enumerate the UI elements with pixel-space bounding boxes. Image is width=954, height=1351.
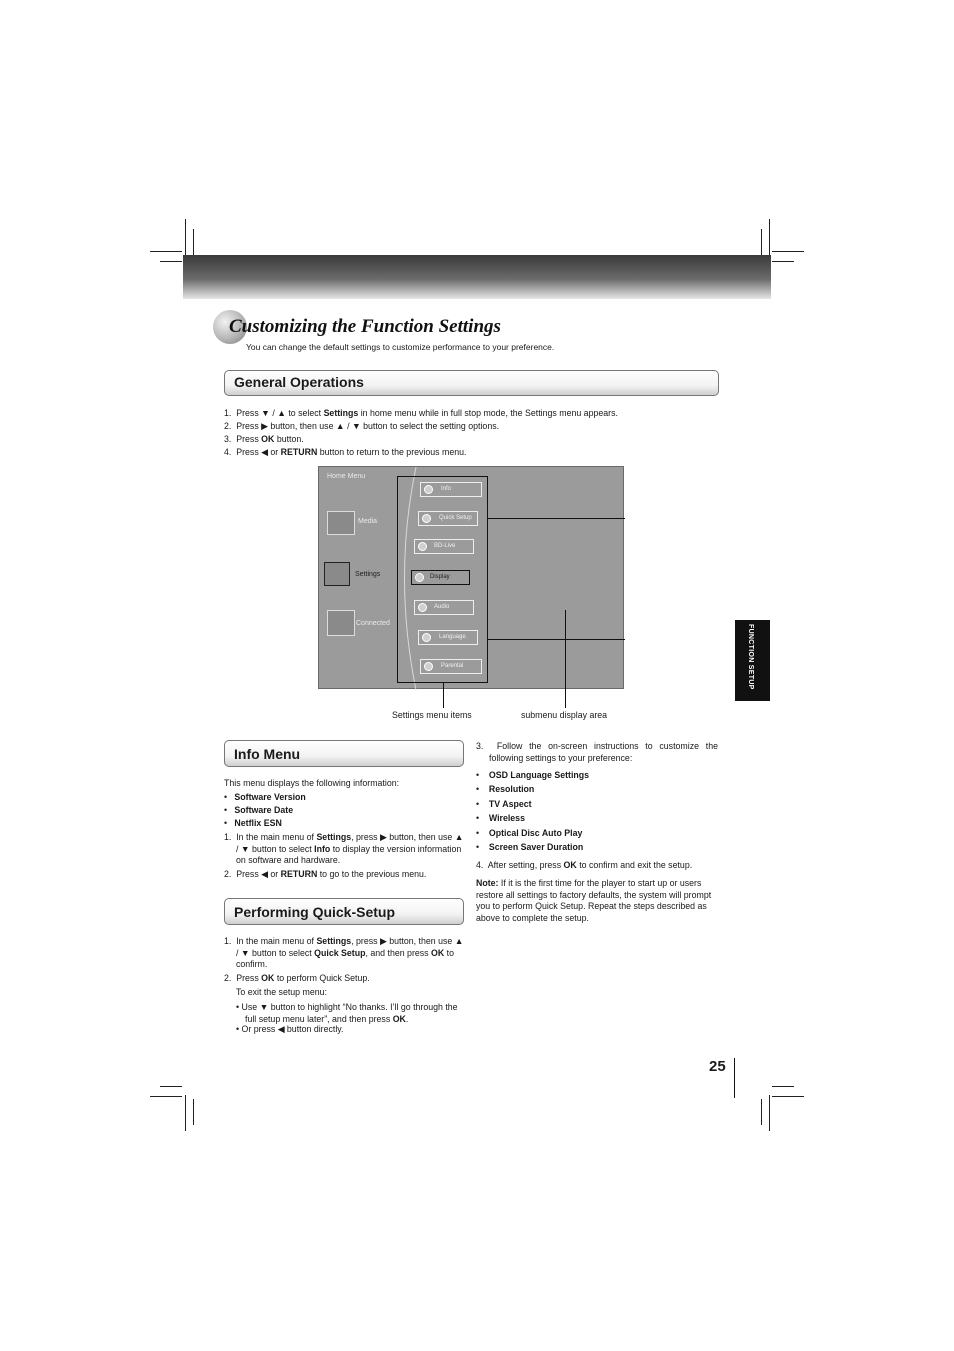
crop-mark	[772, 251, 804, 252]
crop-mark	[193, 229, 194, 255]
language-icon	[422, 633, 431, 642]
right-bullet-1: • OSD Language Settings	[476, 770, 590, 780]
callout-settings-menu-items: Settings menu items	[392, 710, 472, 720]
home-menu-label: Home Menu	[327, 473, 366, 480]
crop-mark	[761, 1099, 762, 1125]
side-tab-text: FUNCTION SETUP	[747, 624, 754, 690]
crop-mark	[150, 1096, 182, 1097]
section-heading-text: Performing Quick-Setup	[234, 904, 396, 920]
crop-mark	[761, 229, 762, 255]
info-bullet-3: • Netflix ESN	[224, 818, 282, 828]
section-heading-text: General Operations	[234, 374, 364, 390]
page-number: 25	[709, 1058, 726, 1075]
settings-screen-illustration	[318, 466, 624, 689]
settings-label: Settings	[355, 571, 381, 578]
callout-submenu-display-area: submenu display area	[521, 710, 608, 720]
media-label: Media	[358, 518, 378, 525]
callout-line-right	[565, 610, 566, 708]
menu-item-audio: Audio	[414, 600, 474, 615]
settings-icon	[324, 562, 350, 586]
callout-line-left	[443, 682, 444, 708]
info-step-1: 1. In the main menu of Settings, press ▶ button, then use ▲ / ▼ button to select Info to display the version information on software and hardware.	[224, 832, 464, 865]
page-number-rule	[734, 1058, 735, 1098]
quick-setup-icon	[422, 514, 431, 523]
crop-mark	[769, 219, 770, 257]
submenu-area-box	[487, 518, 625, 640]
menu-item-parental: Parental	[420, 659, 482, 674]
crop-mark	[185, 1095, 186, 1131]
page-title: Customizing the Function Settings	[229, 316, 501, 337]
menu-item-quick-setup: Quick Setup	[418, 511, 478, 526]
menu-item-bd-live: BD-Live	[414, 539, 474, 554]
quick-exit-option-2: • Or press ◀ button directly.	[236, 1024, 344, 1034]
connected-label: Connected	[356, 620, 390, 627]
crop-mark	[772, 261, 794, 262]
section-heading-general	[224, 370, 719, 396]
general-step-3: 3. Press OK button.	[224, 434, 304, 444]
page-subtitle: You can change the default settings to customize performance to your preference.	[246, 342, 555, 352]
bd-live-icon	[418, 542, 427, 551]
quick-step-2: 2. Press OK to perform Quick Setup.	[224, 973, 370, 983]
connected-icon	[327, 610, 355, 636]
quick-exit-option-1: • Use ▼ button to highlight “No thanks. I’ll go through the full setup menu later”, and then press OK.	[236, 1002, 458, 1024]
menu-item-info: Info	[420, 482, 482, 497]
info-bullet-2: • Software Date	[224, 805, 294, 815]
menu-item-language: Language	[418, 630, 478, 645]
right-bullet-5: • Optical Disc Auto Play	[476, 828, 583, 838]
crop-mark	[769, 1095, 770, 1131]
media-icon	[327, 511, 355, 535]
crop-mark	[772, 1086, 794, 1087]
right-bullet-3: • TV Aspect	[476, 799, 532, 809]
menu-item-display: Display	[411, 570, 470, 585]
general-step-4: 4. Press ◀ or RETURN button to return to the previous menu.	[224, 447, 467, 457]
crop-mark	[150, 251, 182, 252]
quick-step-1: 1. In the main menu of Settings, press ▶ button, then use ▲ / ▼ button to select Quick Setup, and then press OK to confirm.	[224, 936, 464, 969]
right-step-3: 3. Follow the on-screen instructions to customize the following settings to your preference:	[476, 741, 718, 763]
section-heading-info-menu	[224, 740, 464, 767]
crop-mark	[193, 1099, 194, 1125]
right-bullet-4: • Wireless	[476, 813, 525, 823]
crop-mark	[160, 261, 182, 262]
crop-mark	[185, 219, 186, 257]
header-band	[183, 255, 771, 299]
parental-icon	[424, 662, 433, 671]
side-tab	[735, 620, 770, 701]
crop-mark	[160, 1086, 182, 1087]
info-intro: This menu displays the following information:	[224, 778, 400, 788]
info-bullet-1: • Software Version	[224, 792, 306, 802]
general-step-2: 2. Press ▶ button, then use ▲ / ▼ button to select the setting options.	[224, 421, 500, 431]
right-bullet-2: • Resolution	[476, 784, 535, 794]
section-heading-text: Info Menu	[234, 746, 301, 762]
quick-exit-label: To exit the setup menu:	[236, 987, 327, 997]
info-icon	[424, 485, 433, 494]
right-step-4: 4. After setting, press OK to confirm and exit the setup.	[476, 860, 693, 870]
right-bullet-6: • Screen Saver Duration	[476, 842, 584, 852]
info-step-2: 2. Press ◀ or RETURN to go to the previous menu.	[224, 869, 427, 879]
crop-mark	[772, 1096, 804, 1097]
general-step-1: 1. Press ▼ / ▲ to select Settings in home menu while in full stop mode, the Settings menu appears.	[224, 408, 618, 418]
section-heading-quick-setup	[224, 898, 464, 925]
right-note: Note: If it is the first time for the player to start up or users restore all settings to factory defaults, the system will prompt you to perform Quick Setup. Repeat the steps described as above to complete the setup.	[476, 878, 712, 923]
display-icon	[415, 573, 424, 582]
audio-icon	[418, 603, 427, 612]
